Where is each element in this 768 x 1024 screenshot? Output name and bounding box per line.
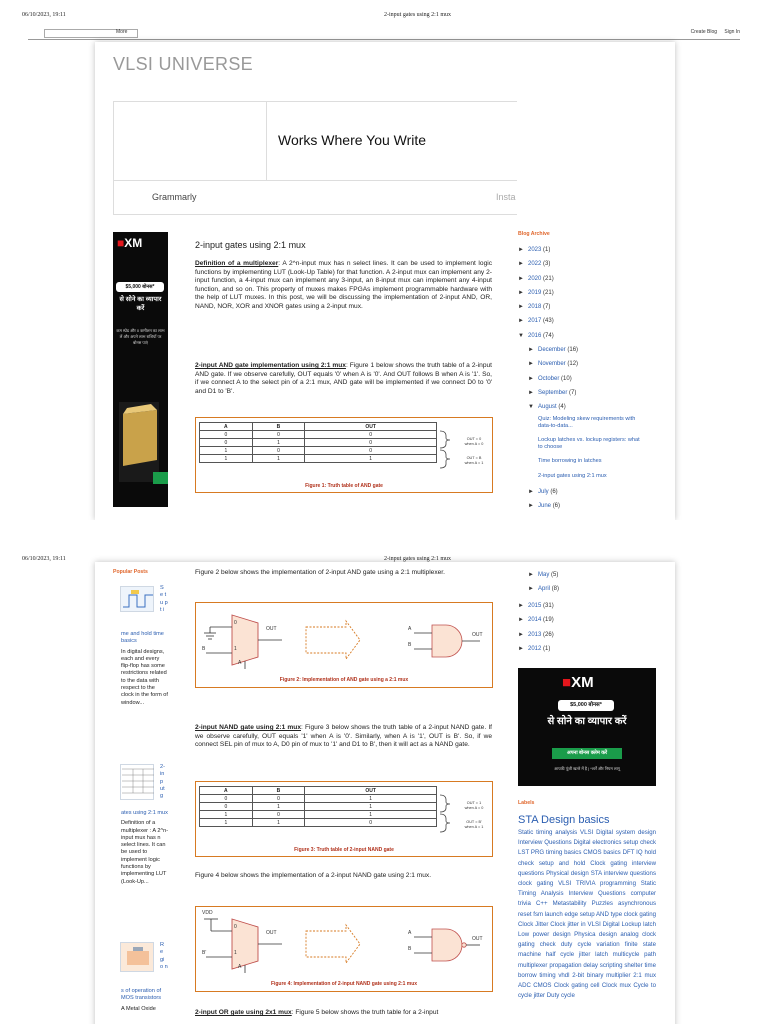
triangle-icon: ► <box>528 488 534 495</box>
archive-year[interactable]: ► 2019 (21) <box>518 286 668 300</box>
triangle-icon: ► <box>518 645 524 652</box>
definition-heading: Definition of a multiplexer <box>195 260 279 267</box>
post-title: 2-input gates using 2:1 mux <box>195 240 306 250</box>
fig4-gate-a: A <box>408 930 412 936</box>
xm-gold-bars <box>113 362 168 492</box>
archive-year[interactable]: ▼ 2016 (74) <box>518 329 668 343</box>
popular-post-1-title-a[interactable]: S e t u p t i <box>160 585 168 613</box>
triangle-icon: ► <box>518 631 524 638</box>
triangle-icon: ► <box>518 318 524 325</box>
and-heading: 2-input AND gate implementation using 2:1 mux <box>195 362 346 369</box>
labels-heading: Labels <box>518 800 535 806</box>
archive-month[interactable]: ► July (6) <box>528 485 668 499</box>
xm-logo: ■XM <box>117 236 143 250</box>
archive-year[interactable]: ► 2012 (1) <box>518 642 658 656</box>
xm-hindi-headline: से सोने का व्यापार करें <box>119 296 162 312</box>
fig2-label-b: B <box>202 646 206 652</box>
table-row: 1 0 1 <box>200 811 437 819</box>
popular-post-2 <box>121 810 169 886</box>
archive-year[interactable]: ► 2018 (7) <box>518 300 668 314</box>
archive-post-link[interactable]: Quiz: Modeling skew requirements with data-to-data... <box>538 415 636 429</box>
figure-2 <box>195 602 493 688</box>
ad-truncated-text: Insta <box>496 192 516 202</box>
figure-4-intro: Figure 4 below shows the implementation of a 2-input NAND gate using 2:1 mux. <box>195 872 432 879</box>
fig2-gate-b: B <box>408 642 412 648</box>
mos-thumbnail <box>121 943 155 973</box>
triangle-icon: ▼ <box>518 332 524 339</box>
fig4-label-0: 0 <box>234 924 237 930</box>
archive-year[interactable]: ► 2013 (26) <box>518 628 658 642</box>
th-a: A <box>200 423 253 431</box>
create-blog-link[interactable]: Create Blog <box>690 29 718 35</box>
blogger-navbar <box>28 28 740 40</box>
archive-month[interactable]: ► September (7) <box>528 386 668 400</box>
and-text: : Figure 1 below shows the truth table of a 2-input AND gate. If we observe carefully, OUT equals '0' when A is '0'. And OUT follows B when A is '1'. So, if we connect A to the select pin of a 2:1 mux, AND gate will be implemented if we connect D0 to '0' and D1 to 'B'. <box>195 362 492 395</box>
setup-hold-thumbnail <box>121 587 155 613</box>
or-text: : Figure 5 below shows the truth table for a 2-input <box>291 1009 439 1016</box>
th-b: B <box>252 423 305 431</box>
fig2-gate-out: OUT <box>472 632 483 638</box>
definition-text: : A 2^n-input mux has n select lines. It can be used to implement logic functions by implementing LUT (Look-Up Table) for that function. A 2-input mux can implement any 2-input function, a 4-input mux can implement any 3-input, an 8-input mux can implement any 4-input function, and so on. This property of muxes makes FPGAs implement programmable hardware with the help of LUT muxes. In this post, we will be discussing the implementation of 2-input AND, OR, NAND, NOR, XOR and XNOR gates using a 2-input mux. <box>195 260 492 310</box>
fig2-gate-a: A <box>408 626 412 632</box>
popular-post-3-title-a[interactable]: R e gi o n <box>160 942 168 970</box>
fig4-label-b: B' <box>202 950 207 956</box>
label-cloud[interactable]: Static timing analysis VLSI Digital system design Interview Questions Digital electronics setup check LST PRG timing basics CMOS basics DFT IQ hold check setup and hold Clock gating interview questions Physical design STA interview questions clock gating VLSI TRIVIA programming Static Timing Analysis Interview Questions computer trivia C++ Metastability Puzzles asynchronous reset fsm launch edge setup AND type clock gating Clock Jitter Clock jitter in VLSI Digital Lockup latch Low power design Physica design analog clock gating check duty cycle variation finite state machine half cycle jitter latch multicycle path multiplexer propagation delay scripting shelter time borrow timing vhdl 2-bit binary multiplier 2:1 mux ADC CMOS Clock gating cell Clock mux Cycle to cycle jitter Duty cycle <box>518 829 656 1000</box>
popular-post-1-snippet: In digital designs, each and every flip-flop has some restrictions related to the data with respect to the clock in the form of window... <box>121 648 168 706</box>
post-thumbnail[interactable] <box>120 586 154 612</box>
triangle-icon: ► <box>528 375 534 382</box>
popular-post-2-title-a[interactable]: 2- in p ut g <box>160 764 165 800</box>
archive-year[interactable]: ► 2014 (19) <box>518 613 658 627</box>
archive-year[interactable]: ► 2015 (31) <box>518 599 658 613</box>
table-row: 1 1 1 <box>200 455 437 463</box>
xm-disclaimer: आपकी पूंजी खतरे में है | *शर्तें और नियम लागू <box>554 766 620 771</box>
xm-hindi-headline: से सोने का व्यापार करें <box>547 716 627 727</box>
triangle-icon: ► <box>528 347 534 354</box>
triangle-icon: ► <box>518 289 524 296</box>
archive-year[interactable]: ► 2017 (43) <box>518 314 668 328</box>
blog-archive-cont-years <box>518 599 658 656</box>
triangle-icon: ► <box>518 617 524 624</box>
figure-1-caption: Figure 1: Truth table of AND gate <box>305 483 383 489</box>
xm-bonus-pill: $5,000 बोनस* <box>558 700 614 711</box>
xm-logo: ■XM <box>562 674 594 691</box>
nand-truth-table <box>199 786 437 827</box>
xm-bonus-pill: $5,000 बोनस* <box>116 282 164 292</box>
figure-4 <box>195 906 493 992</box>
archive-month[interactable]: ► June (6) <box>528 499 668 513</box>
popular-post-2-title[interactable]: ates using 2:1 mux <box>121 810 168 816</box>
triangle-icon: ► <box>518 261 524 268</box>
xm-ad-right[interactable] <box>518 668 656 786</box>
triangle-icon: ► <box>518 304 524 311</box>
ad-brand: Grammarly <box>152 192 197 202</box>
fig2-label-out: OUT <box>266 626 277 632</box>
table-row: 1 1 0 <box>200 819 437 827</box>
xm-cta-button[interactable]: अपना बोनस क्लेम करें <box>552 748 622 759</box>
or-paragraph <box>195 1009 492 1018</box>
popular-post-3 <box>121 988 169 1013</box>
nand-mux-diagram <box>196 907 494 983</box>
figure-1 <box>195 417 493 493</box>
triangle-icon: ▼ <box>528 404 534 411</box>
archive-month[interactable]: ► December (16) <box>528 343 668 357</box>
nand-text: : Figure 3 below shows the truth table of a 2-input NAND gate. If we observe carefully, OUT equals '1' when A is '0'. Similarly, when A is '1', OUT is B'. So, if we connect SEL pin of mux to A, D0 pin of mux to '1' and D1 to B', then it will act as a NAND gate. <box>195 724 492 748</box>
archive-post-link[interactable]: 2-input gates using 2:1 mux <box>538 472 607 479</box>
triangle-icon: ► <box>528 361 534 368</box>
fig4-label-vdd: VDD <box>202 910 213 916</box>
popular-post-3-title[interactable]: s of operation of MOS transistors <box>121 988 162 1002</box>
fig4-label-1: 1 <box>234 950 237 956</box>
figure-4-caption: Figure 4: Implementation of 2-input NAND gate using 2:1 mux <box>270 981 418 987</box>
triangle-icon: ► <box>518 603 524 609</box>
and-truth-table <box>199 422 437 463</box>
th-a: A <box>200 787 253 795</box>
xm-ad-left[interactable] <box>113 232 168 507</box>
fig2-label-0: 0 <box>234 620 237 626</box>
and-paragraph <box>195 362 492 396</box>
grammarly-ad[interactable] <box>113 101 517 215</box>
table-row: 0 1 0 <box>200 439 437 447</box>
popular-post-1 <box>121 631 169 707</box>
print-doc-title: 2-input gates using 2:1 mux <box>384 556 451 562</box>
figure-3 <box>195 781 493 857</box>
th-out: OUT <box>305 787 437 795</box>
archive-heading: Blog Archive <box>518 231 550 237</box>
popular-posts-heading: Popular Posts <box>113 569 148 575</box>
triangle-icon: ► <box>528 502 534 509</box>
or-heading: 2-input OR gate using 2x1 mux <box>195 1009 292 1016</box>
nand-heading: 2-input NAND gate using 2:1 mux <box>195 724 301 731</box>
figure-2-intro: Figure 2 below shows the implementation of 2-input AND gate using a 2:1 multiplexer. <box>195 569 445 576</box>
navbar-more-link[interactable]: More <box>116 29 128 35</box>
fig1-note-2: OUT = B when A = 1 <box>464 456 484 465</box>
popular-post-3-snippet: A Metal Oxide <box>121 1005 156 1012</box>
print-doc-title: 2-input gates using 2:1 mux <box>384 12 451 18</box>
and-mux-diagram <box>196 603 494 679</box>
triangle-icon: ► <box>528 586 534 593</box>
archive-year[interactable]: ► 2023 (1) <box>518 243 668 257</box>
truth-table-thumbnail <box>121 765 155 801</box>
definition-paragraph <box>195 260 492 311</box>
blog-title[interactable]: VLSI UNIVERSE <box>113 54 253 74</box>
blog-archive-cont-months <box>528 568 658 597</box>
archive-post-link[interactable]: Time borrowing in latches <box>538 457 602 464</box>
fig3-note-1: OUT = 1 when A = 0 <box>464 801 484 810</box>
popular-post-1-title[interactable]: me and hold time basics <box>121 631 164 645</box>
print-datetime: 06/10/2023, 19:11 <box>22 12 66 18</box>
triangle-icon: ► <box>528 389 534 396</box>
table-row: 1 0 0 <box>200 447 437 455</box>
fig4-label-out: OUT <box>266 930 277 936</box>
fig2-label-a: A <box>238 660 242 666</box>
figure-2-caption: Figure 2: Implementation of AND gate using a 2:1 mux <box>279 677 409 683</box>
fig1-note-1: OUT = 0 when A = 0 <box>464 437 484 446</box>
archive-year[interactable]: ► 2022 (3) <box>518 257 668 271</box>
print-datetime: 06/10/2023, 19:11 <box>22 556 66 562</box>
table-row: 0 0 1 <box>200 795 437 803</box>
xm-hindi-subtext: कम स्प्रेड और 0 कमीशन का लाभ लें और अपने लाभ राशियों पर बोनस पाएं <box>116 328 165 345</box>
nand-paragraph <box>195 724 492 750</box>
fig2-label-1: 1 <box>234 646 237 652</box>
archive-year[interactable]: ► 2020 (21) <box>518 272 668 286</box>
triangle-icon: ► <box>518 275 524 282</box>
label-big-links[interactable]: STA Design basics <box>518 814 610 826</box>
fig4-gate-b: B <box>408 946 412 952</box>
fig3-note-2: OUT = B' when A = 1 <box>464 820 484 829</box>
table-row: 0 1 1 <box>200 803 437 811</box>
archive-month[interactable]: ► October (10) <box>528 372 668 386</box>
figure-3-caption: Figure 3: Truth table of 2-input NAND gate <box>294 847 394 853</box>
post-thumbnail[interactable] <box>120 764 154 800</box>
sign-in-link[interactable]: Sign In <box>724 29 740 35</box>
popular-post-2-snippet: Definition of a multiplexer : A 2^n-input mux has n select lines. It can be used to implement logic functions by implementing LUT (Look-Up... <box>121 820 169 885</box>
blog-archive <box>518 243 668 513</box>
archive-month[interactable]: ► May (5) <box>528 568 658 582</box>
post-thumbnail[interactable] <box>120 942 154 972</box>
triangle-icon: ► <box>518 247 524 253</box>
print-page-2 <box>0 548 768 1024</box>
th-out: OUT <box>305 423 437 431</box>
archive-month[interactable]: ► November (12) <box>528 357 668 371</box>
th-b: B <box>252 787 305 795</box>
archive-month[interactable]: ▼ August (4) <box>528 400 668 414</box>
table-row: 0 0 0 <box>200 431 437 439</box>
triangle-icon: ► <box>528 572 534 578</box>
ad-headline: Works Where You Write <box>278 132 427 148</box>
archive-post-link[interactable]: Lockup latches vs. lockup registers: what to choose <box>538 436 640 450</box>
fig4-gate-out: OUT <box>472 936 483 942</box>
fig4-label-a: A <box>238 964 242 970</box>
archive-month[interactable]: ► April (8) <box>528 582 658 596</box>
